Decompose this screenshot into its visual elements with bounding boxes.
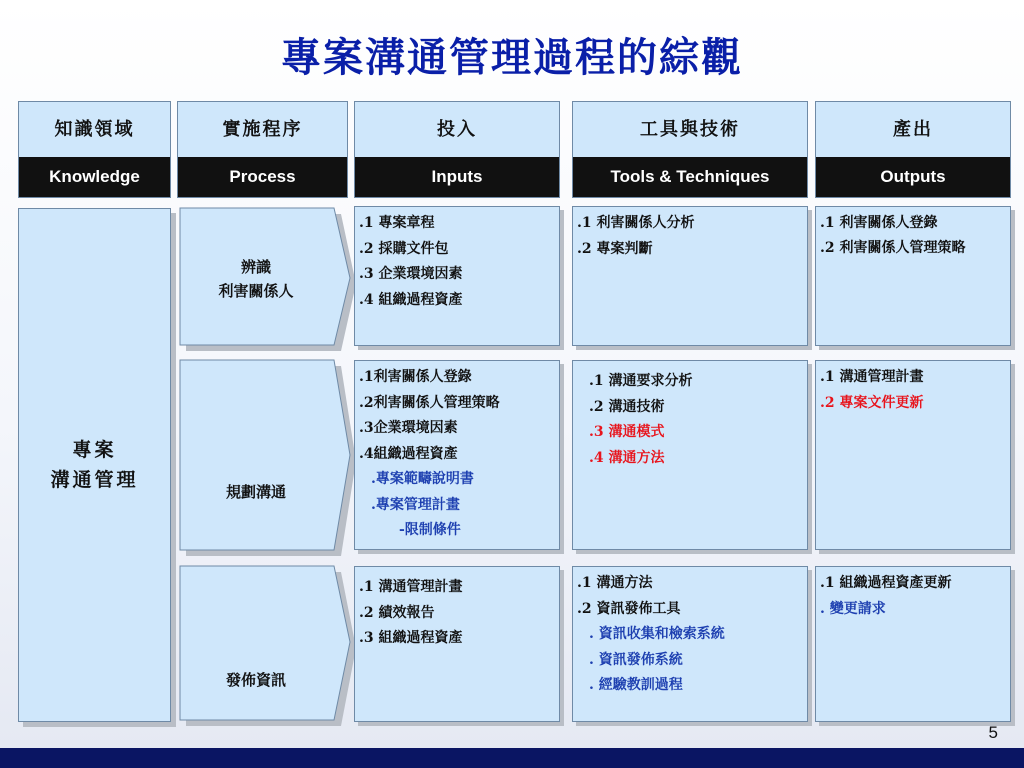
inputs-cell-row-2: [354, 360, 560, 550]
process-label: 辨識 利害關係人: [218, 257, 294, 300]
knowledge-area-label: 專案 溝通管理: [50, 439, 139, 491]
header-inputs-en: Inputs: [355, 157, 559, 197]
tools-cell-row-3: [572, 566, 808, 722]
knowledge-area-cell: [18, 208, 171, 722]
inputs-cell-row-1: [354, 206, 560, 346]
list-item: .1 利害關係人登錄: [820, 215, 938, 231]
outputs-cell-row-2: [815, 360, 1011, 550]
list-item: . 資訊收集和檢索系統: [589, 626, 725, 642]
list-item: .1 專案章程: [359, 215, 435, 231]
list-item: . 變更請求: [820, 600, 886, 617]
outputs-cell-row-3: [815, 566, 1011, 722]
process-row-1: [178, 206, 358, 351]
header-tools-en: Tools & Techniques: [573, 157, 807, 197]
list-item: .4 組織過程資產: [359, 291, 463, 308]
header-outputs: [815, 101, 1011, 198]
page-number: 5: [988, 723, 998, 742]
list-item: .1 溝通要求分析: [589, 373, 693, 389]
footer-bar: [0, 748, 1024, 768]
list-item: .4 溝通方法: [589, 449, 665, 466]
header-tools: [572, 101, 808, 198]
list-item: .3企業環境因素: [359, 420, 458, 436]
list-item: .2 採購文件包: [359, 240, 449, 257]
process-label: 規劃溝通: [225, 483, 286, 501]
header-inputs: [354, 101, 560, 198]
process-row-3: [178, 564, 358, 726]
list-item: .專案管理計畫: [371, 496, 460, 513]
list-item: .專案範疇說明書: [371, 471, 474, 487]
header-tools-zh: 工具與技術: [640, 119, 740, 140]
list-item: .4組織過程資產: [359, 445, 458, 462]
header-knowledge-zh: 知識領域: [54, 119, 135, 140]
slide-title: 專案溝通管理過程的綜觀: [281, 34, 743, 81]
list-item: .1 利害關係人分析: [577, 215, 695, 231]
list-item: .2 利害關係人管理策略: [820, 239, 966, 256]
list-item: .3 企業環境因素: [359, 266, 463, 282]
list-item: .2 專案文件更新: [820, 394, 924, 411]
header-knowledge: [18, 101, 171, 198]
list-item: -限制條件: [399, 522, 461, 538]
tools-cell-row-1: [572, 206, 808, 346]
list-item: .2 溝通技術: [589, 398, 665, 415]
process-label: 發佈資訊: [225, 671, 286, 689]
outputs-cell-row-1: [815, 206, 1011, 346]
tools-cell-row-2: [572, 360, 808, 550]
list-item: .2利害關係人管理策略: [359, 394, 500, 411]
list-item: . 經驗教訓過程: [589, 677, 683, 693]
header-outputs-zh: 產出: [893, 119, 933, 140]
list-item: .1 溝通方法: [577, 575, 653, 591]
header-process-en: Process: [178, 157, 347, 197]
header-process: [177, 101, 348, 198]
list-item: .2 資訊發佈工具: [577, 600, 681, 617]
list-item: .3 溝通模式: [589, 424, 665, 440]
header-knowledge-en: Knowledge: [19, 157, 170, 197]
header-process-zh: 實施程序: [222, 119, 303, 140]
list-item: .3 組織過程資產: [359, 630, 463, 646]
list-item: .1 溝通管理計畫: [820, 369, 924, 385]
process-row-2: [178, 358, 358, 556]
list-item: .2 專案判斷: [577, 240, 653, 257]
header-outputs-en: Outputs: [816, 157, 1010, 197]
list-item: .1利害關係人登錄: [359, 369, 472, 385]
list-item: . 資訊發佈系統: [589, 651, 683, 668]
list-item: .2 績效報告: [359, 604, 435, 621]
list-item: .1 溝通管理計畫: [359, 579, 463, 595]
header-inputs-zh: 投入: [437, 119, 477, 140]
inputs-cell-row-3: [354, 566, 560, 722]
list-item: .1 組織過程資產更新: [820, 575, 952, 591]
